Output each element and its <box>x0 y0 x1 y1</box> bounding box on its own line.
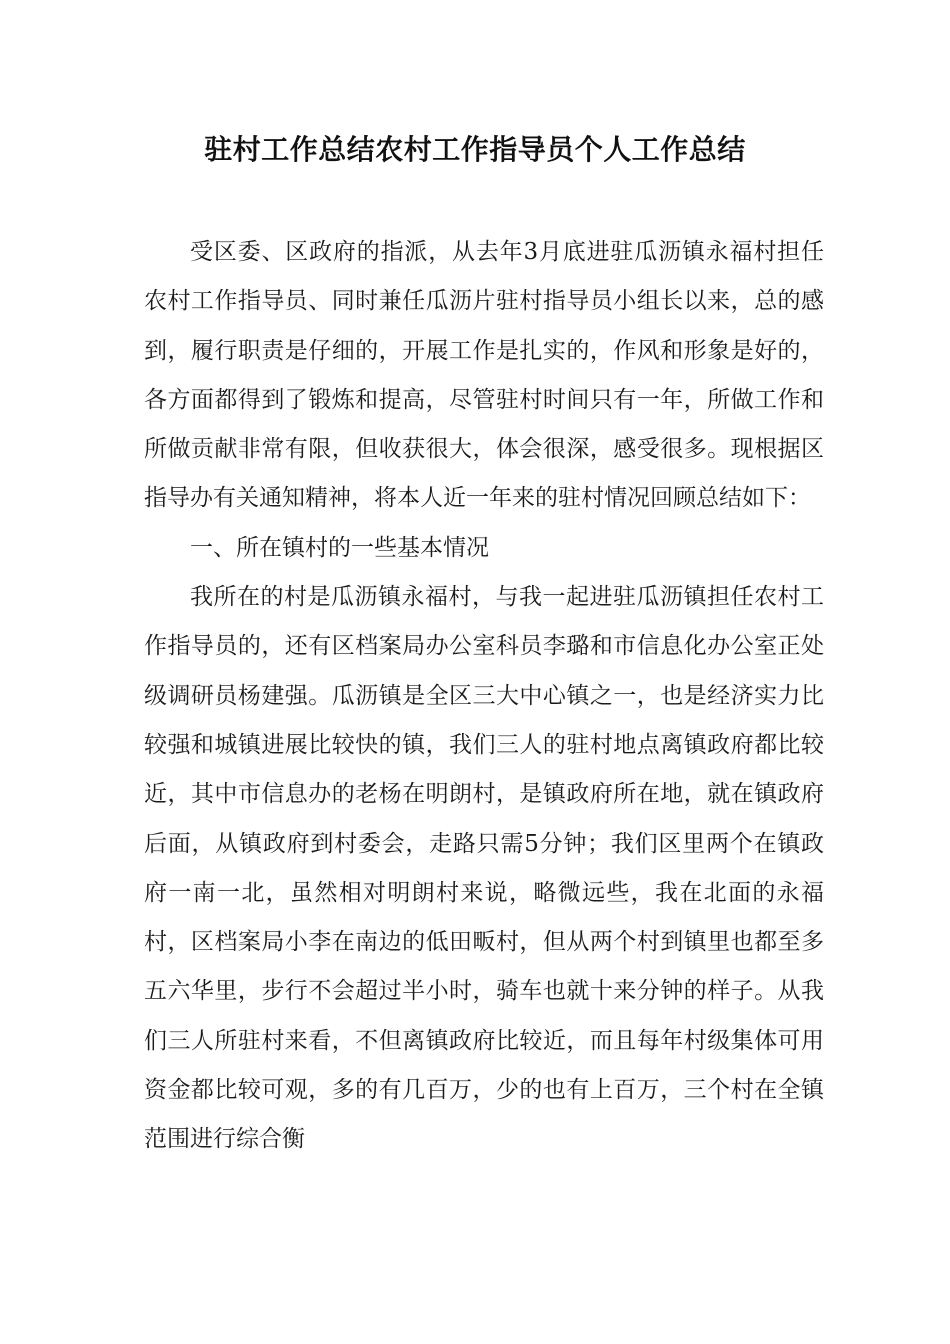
section-heading-1: 一、所在镇村的一些基本情况 <box>190 534 489 561</box>
paragraph-section-1: 我所在的村是瓜沥镇永福村，与我一起进驻瓜沥镇担任农村工作指导员的，还有区档案局办公室科员李璐和市信息化办公室正处级调研员杨建强。瓜沥镇是全区三大中心镇之一，也是经济实力比较强和城镇进展比较快的镇，我们三人的驻村地点离镇政府都比较近，其中市信息办的老杨在明朗村，是镇政府所在地，就在镇政府后面，从镇政府到村委会，走路只需5分钟；我们区里两个在镇政府一南一北，虽然相对明朗村来说，略微远些，我在北面的永福村，区档案局小李在南边的低田畈村，但从两个村到镇里也都至多五六华里，步行不会超过半小时，骑车也就十来分钟的样子。从我们三人所驻村来看，不但离镇政府比较近，而且每年村级集体可用资金都比较可观，多的有几百万，少的也有上百万，三个村在全镇范围进行综合衡 <box>144 584 824 1153</box>
document-body <box>144 228 824 1165</box>
document-title: 驻村工作总结农村工作指导员个人工作总结 <box>204 133 746 166</box>
paragraph-intro: 受区委、区政府的指派，从去年3月底进驻瓜沥镇永福村担任农村工作指导员、同时兼任瓜沥片驻村指导员小组长以来，总的感到，履行职责是仔细的，开展工作是扎实的，作风和形象是好的，各方面都得到了锻炼和提高，尽管驻村时间只有一年，所做工作和所做贡献非常有限，但收获很大，体会很深，感受很多。现根据区指导办有关通知精神，将本人近一年来的驻村情况回顾总结如下： <box>144 239 824 512</box>
